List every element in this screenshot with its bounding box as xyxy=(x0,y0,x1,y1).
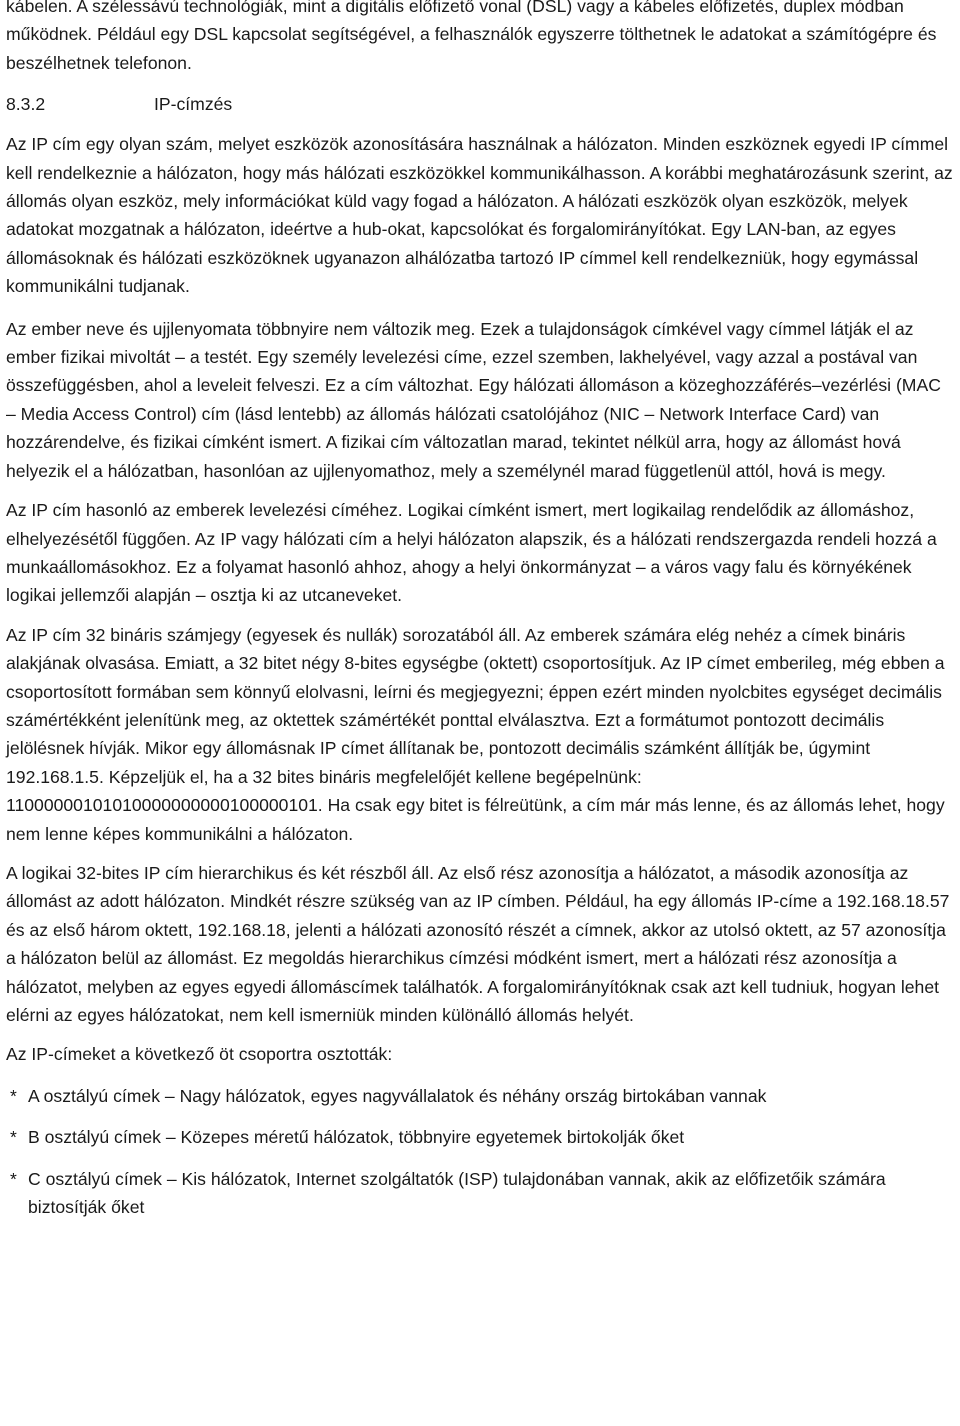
section-title: IP-címzés xyxy=(154,94,233,115)
intro-paragraph: kábelen. A szélessávú technológiák, mint a digitális előfizető vonal (DSL) vagy a kábeles előfizetés, duplex módban működnek. Például egy DSL kapcsolat segítségével, a felhasználók egyszerre tölthetnek le adatokat a számítógépre és beszélhetnek telefonon. xyxy=(6,0,937,73)
paragraph: Az IP cím egy olyan szám, melyet eszközök azonosítására használnak a hálózaton. Minden eszköznek egyedi IP címmel kell rendelkeznie a hálózaton, hogy más hálózati eszközökkel kommunikálhasson. A korábbi meghatározásunk szerint, az állomás olyan eszköz, mely információkat küld vagy fogad a hálózaton. A hálózati eszközök olyan eszközök, melyek adatokat mozgatnak a hálózaton, ideértve a hub-okat, kapcsolókat és forgalomirányítókat. Egy LAN-ban, az egyes állomásoknak és hálózati eszközöknek ugyanazon alhálózatba tartozó IP címmel kell rendelkezniük, hogy egymással kommunikálni tudjanak. xyxy=(6,134,953,297)
section-heading xyxy=(6,89,954,119)
paragraph: Az ember neve és ujjlenyomata többnyire nem változik meg. Ezek a tulajdonságok címkével vagy címmel látják el az ember fizikai mivoltát – a testét. Egy személy levelezési címe, ezzel szemben, lakhelyével, vagy azzal a postával van összefüggésben, ahol a leveleit felveszi. Ez a cím változhat. Egy hálózati állomáson a közeghozzáférés–vezérlési (MAC – Media Access Control) cím (lásd lentebb) az állomás hálózati csatolójához (NIC – Network Interface Card) van hozzárendelve, és fizikai címként ismert. A fizikai cím változatlan marad, tekintet nélkül arra, hogy az állomást hová helyezik el a hálózatban, hasonlóan az ujjlenyomathoz, mely a személynél marad függetlenül attól, hová is megy. xyxy=(6,318,941,481)
bullet-item xyxy=(6,1082,954,1110)
bullet-item xyxy=(6,1123,954,1151)
bullet-text: B osztályú címek – Közepes méretű hálózatok, többnyire egyetemek birtokolják őket xyxy=(28,1127,685,1148)
bullet-text: C osztályú címek – Kis hálózatok, Internet szolgáltatók (ISP) tulajdonában vannak, akik az előfizetőik számára biztosítják őket xyxy=(28,1168,886,1218)
paragraph: A logikai 32-bites IP cím hierarchikus és két részből áll. Az első rész azonosítja a hálózatot, a második azonosítja az állomást az adott hálózaton. Mindkét részre szükség van az IP címben. Például, ha egy állomás IP-címe a 192.168.18.57 és az első három oktett, 192.168.18, jelenti a hálózati azonosító részét a címnek, akkor az utolsó oktett, az 57 azonosítja a hálózaton belül az állomást. Ez megoldás hierarchikus címzési módként ismert, mert a hálózati rész azonosítja a hálózatot, melyben az egyes egyedi állomáscímek találhatók. A forgalomirányítóknak csak azt kell tudniuk, hogyan lehet elérni az egyes hálózatokat, nem kell ismerniük minden különálló állomás helyét. xyxy=(6,862,950,1025)
bullet-text: A osztályú címek – Nagy hálózatok, egyes nagyvállalatok és néhány ország birtokában vannak xyxy=(28,1085,767,1106)
bullet-star: * xyxy=(10,1127,17,1148)
bullet-star: * xyxy=(10,1085,17,1106)
paragraph: Az IP-címeket a következő öt csoportra osztották: xyxy=(6,1044,393,1065)
paragraph: Az IP cím hasonló az emberek levelezési címéhez. Logikai címként ismert, mert logikailag rendelődik az állomáshoz, elhelyezésétől függően. Az IP vagy hálózati cím a helyi hálózaton alapszik, és a hálózati rendszergazda rendeli hozzá a munkaállomásokhoz. Ez a folyamat hasonló ahhoz, ahogy a helyi önkormányzat – a város vagy falu és környékének logikai jellemzői alapján – osztja ki az utcaneveket. xyxy=(6,500,937,606)
paragraph: Az IP cím 32 bináris számjegy (egyesek és nullák) sorozatából áll. Az emberek számára elég nehéz a címek bináris alakjának olvasása. Emiatt, a 32 bitet négy 8-bites egységbe (oktett) csoportosítjuk. Az IP címet emberileg, még ebben a csoportosított formában sem könnyű elolvasni, leírni és megjegyezni; éppen ezért minden nyolcbites egységet decimális számértékként jelenítünk meg, az oktettek számértékét ponttal elválasztva. Ezt a formátumot pontozott decimális jelölésnek hívják. Mikor egy állomásnak IP címet állítanak be, pontozott decimális számként állítják be, úgymint 192.168.1.5. Képzeljük el, ha a 32 bites bináris megfelelőjét kellene begépelnünk: 11000000101010000000000100000101. Ha csak egy bitet is félreütünk, a cím már más lenne, és az állomás lehet, hogy nem lenne képes kommunikálni a hálózaton. xyxy=(6,624,945,844)
bullet-item xyxy=(6,1165,954,1222)
section-number: 8.3.2 xyxy=(6,94,46,115)
bullet-star: * xyxy=(10,1168,17,1189)
